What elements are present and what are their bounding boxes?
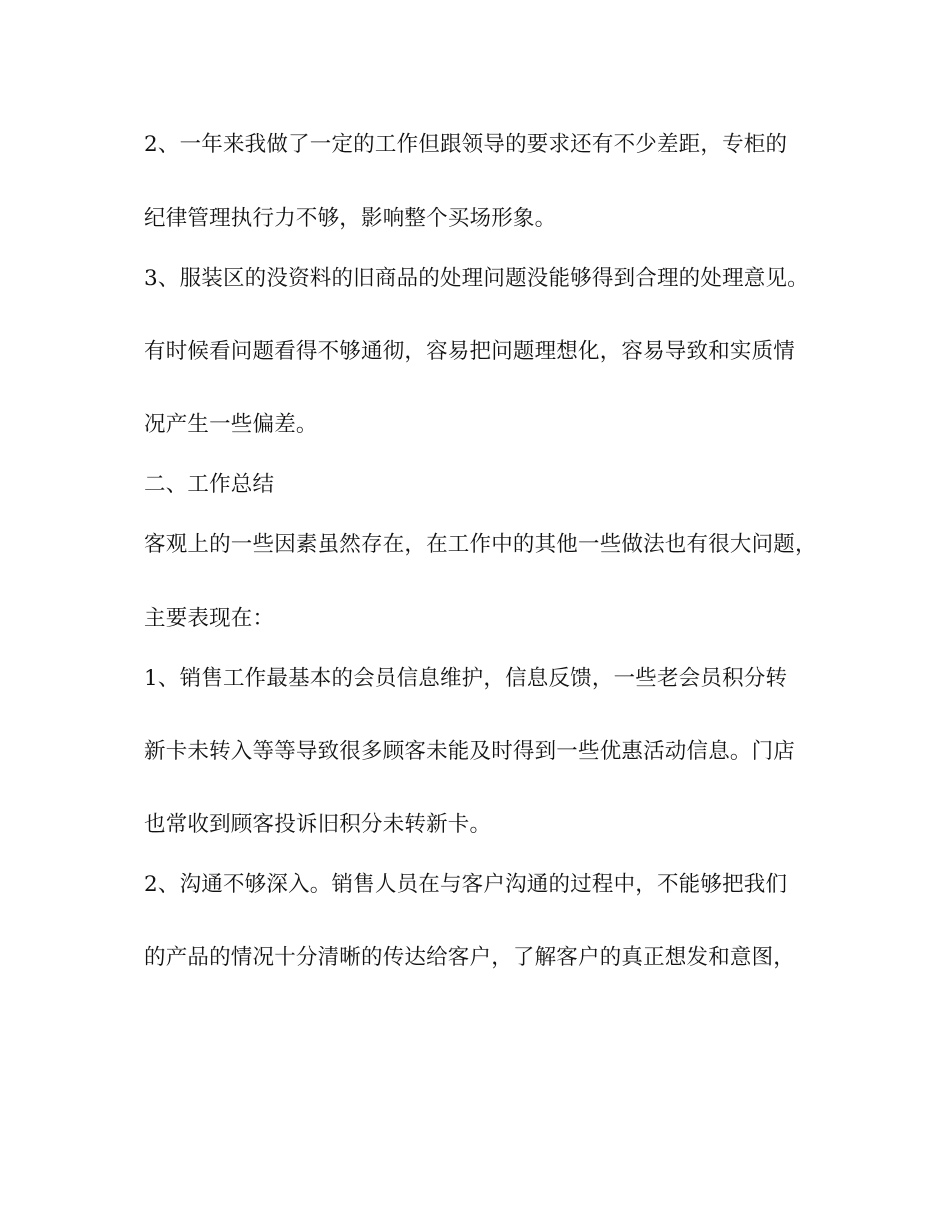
paragraph-line: 况产生一些偏差。 bbox=[144, 412, 318, 437]
paragraph-line: 纪律管理执行力不够，影响整个买场形象。 bbox=[144, 206, 557, 231]
paragraph-line: 也常收到顾客投诉旧积分未转新卡。 bbox=[144, 812, 492, 837]
section-heading: 二、工作总结 bbox=[144, 472, 275, 497]
paragraph-line: 新卡未转入等等导致很多顾客未能及时得到一些优惠活动信息。门店 bbox=[144, 739, 796, 764]
paragraph-line: 客观上的一些因素虽然存在，在工作中的其他一些做法也有很大问题， bbox=[144, 532, 817, 557]
paragraph-line: 的产品的情况十分清晰的传达给客户，了解客户的真正想发和意图， bbox=[144, 945, 796, 970]
paragraph-line: 2、沟通不够深入。销售人员在与客户沟通的过程中，不能够把我们 bbox=[144, 872, 788, 897]
paragraph-line: 1、销售工作最基本的会员信息维护，信息反馈，一些老会员积分转 bbox=[144, 666, 788, 691]
paragraph-line: 有时候看问题看得不够通彻，容易把问题理想化，容易导致和实质情 bbox=[144, 339, 796, 364]
paragraph-line: 2、一年来我做了一定的工作但跟领导的要求还有不少差距，专柜的 bbox=[144, 132, 788, 157]
paragraph-line: 主要表现在： bbox=[144, 606, 275, 631]
paragraph-line: 3、服装区的没资料的旧商品的处理问题没能够得到合理的处理意见。 bbox=[144, 266, 809, 291]
